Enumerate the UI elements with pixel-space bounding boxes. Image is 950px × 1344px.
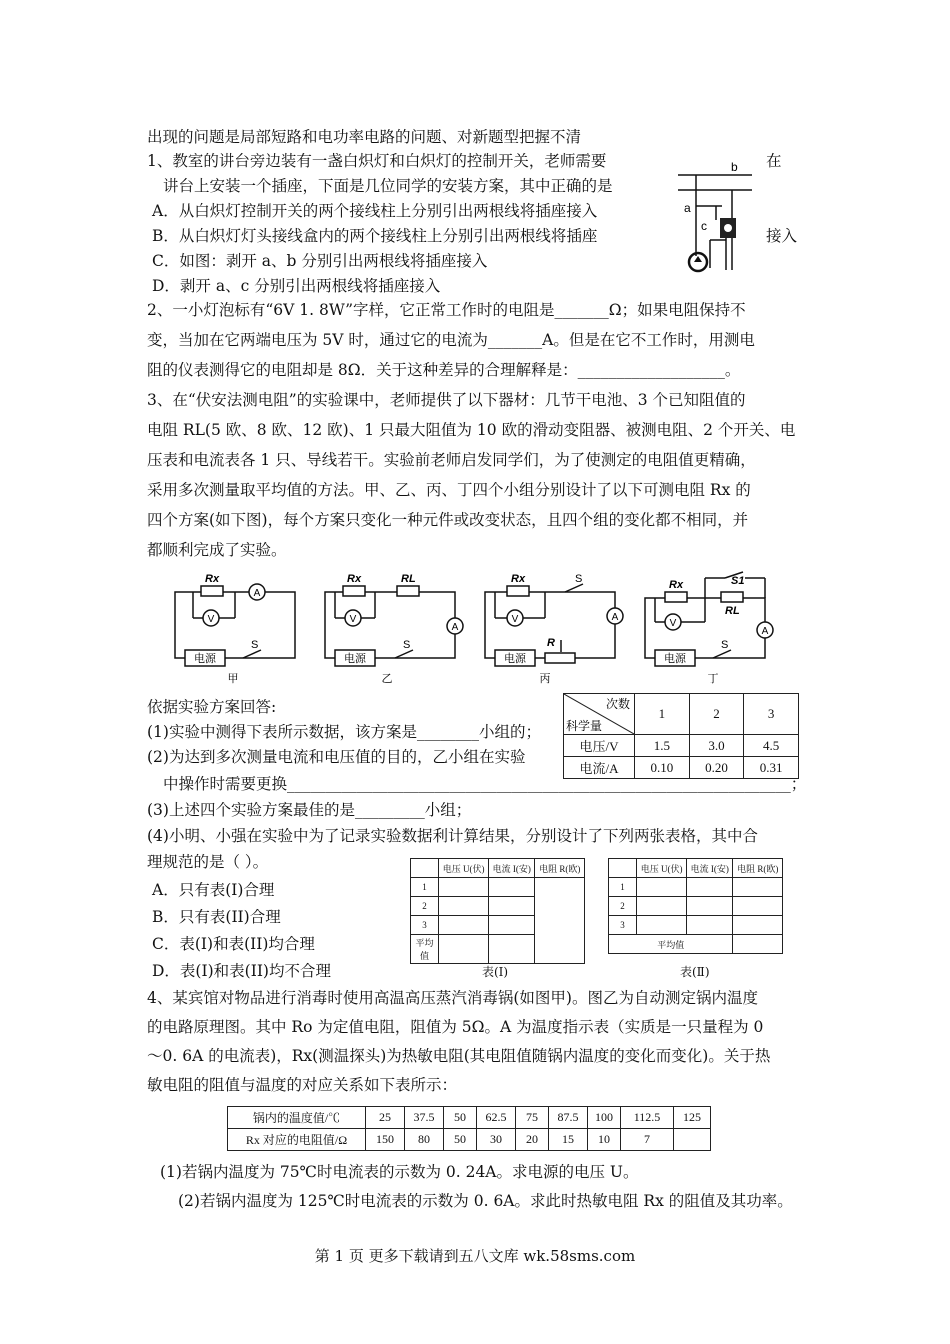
- rl-label: RL: [401, 573, 416, 585]
- col-header: 1: [635, 694, 690, 735]
- cell: 50: [444, 1129, 477, 1151]
- cell: 125: [674, 1107, 711, 1129]
- source-label: 电源: [664, 653, 686, 665]
- q3-part-2a: (2)为达到多次测量电流和电压值的目的，乙小组在实验: [147, 748, 526, 766]
- rl-label: RL: [725, 605, 740, 617]
- col-header: 2: [689, 694, 744, 735]
- col-header: 3: [744, 694, 799, 735]
- q1-stem-2: 讲台上安装一个插座，下面是几位同学的安装方案，其中正确的是: [163, 177, 613, 195]
- source-label: 电源: [344, 653, 366, 665]
- q4-line-3: ～0. 6A 的电流表)，Rx(测温探头)为热敏电阻(其电阻值随锅内温度的变化而变化)。关于热: [147, 1047, 771, 1065]
- q2-line-1: 2、一小灯泡标有“6V 1. 8W”字样，它正常工作时的电阻是_______Ω；如果电阻保持不: [147, 301, 746, 319]
- q3-part-3: (3)上述四个实验方案最佳的是_________小组；: [147, 801, 472, 819]
- cell: 30: [477, 1129, 516, 1151]
- cell: 4.5: [744, 735, 799, 757]
- corner-bottom: 科学量: [566, 719, 603, 733]
- circuit-caption-ding: 丁: [707, 673, 719, 685]
- cell: 80: [405, 1129, 444, 1151]
- q4-line-2: 的电路原理图。其中 Ro 为定值电阻，阻值为 5Ω。A 为温度指示表（实质是一只量程为 0: [147, 1018, 764, 1036]
- corner-cell: [564, 694, 635, 735]
- a-text: A: [253, 588, 261, 599]
- row-num: 2: [411, 897, 439, 916]
- cell: [674, 1129, 711, 1151]
- q4-temperature-table: [227, 1106, 711, 1151]
- s-label: S: [575, 573, 583, 585]
- cell: 50: [444, 1107, 477, 1129]
- cell: 0.10: [635, 757, 690, 779]
- q1-option-b: B．从白炽灯灯头接线盒内的两个接线柱上分别引出两根线将插座: [152, 227, 598, 245]
- cell: 75: [516, 1107, 549, 1129]
- switch-icon: [724, 224, 732, 232]
- th: 电压 U(伏): [439, 859, 489, 878]
- q1-stem-1-tail: 在: [766, 152, 782, 170]
- cell: 37.5: [405, 1107, 444, 1129]
- label-a: a: [684, 201, 691, 215]
- row-num: 2: [609, 897, 637, 916]
- intro-line: 出现的问题是局部短路和电功率电路的问题、对新题型把握不清: [147, 128, 582, 146]
- q1-option-b-tail: 接入: [766, 227, 798, 245]
- q1-option-a: A．从白炽灯控制开关的两个接线柱上分别引出两根线将插座接入: [152, 202, 598, 220]
- q1-option-c: C．如图：剥开 a、b 分别引出两根线将插座接入: [152, 252, 488, 270]
- table-2-caption: 表(Ⅱ): [680, 965, 710, 979]
- rx-label: Rx: [669, 579, 684, 591]
- cell: 10: [588, 1129, 621, 1151]
- s-label: S: [721, 639, 729, 651]
- cell: 7: [621, 1129, 674, 1151]
- row-num: 平均值: [411, 935, 439, 964]
- circuit-caption-bing: 丙: [539, 673, 551, 685]
- page-footer: 第 1 页 更多下载请到五八文库 wk.58sms.com: [314, 1247, 636, 1265]
- th: 电压 U(伏): [637, 859, 687, 878]
- rx-label: Rx: [205, 573, 220, 585]
- label-b: b: [731, 160, 738, 174]
- cell: 25: [366, 1107, 405, 1129]
- q3-line-3: 压表和电流表各 1 只、导线若干。实验前老师启发同学们，为了使测定的电阻值更精确，: [147, 451, 756, 469]
- q3-part-4a: (4)小明、小强在实验中为了记录实验数据利计算结果，分别设计了下列两张表格，其中合: [147, 827, 758, 845]
- v-text: V: [669, 618, 677, 629]
- q3-circuits-figure: [165, 570, 785, 685]
- q3-line-1: 3、在“伏安法测电阻”的实验课中，老师提供了以下器材：几节干电池、3 个已知阻值的: [147, 391, 746, 409]
- cell: 20: [516, 1129, 549, 1151]
- q3-option-b: B．只有表(II)合理: [152, 908, 281, 926]
- table-1-caption: 表(Ⅰ): [482, 965, 509, 979]
- cell: 87.5: [549, 1107, 588, 1129]
- cell: 150: [366, 1129, 405, 1151]
- q4-sub-1: (1)若锅内温度为 75℃时电流表的示数为 0. 24A。求电源的电压 U。: [160, 1163, 639, 1181]
- row-label: 电压/V: [564, 735, 635, 757]
- record-table-2: [608, 858, 783, 954]
- cell: 0.31: [744, 757, 799, 779]
- th: 电阻 R(欧): [733, 859, 783, 878]
- q3-option-c: C．表(I)和表(II)均合理: [152, 935, 315, 953]
- avg-label: 平均值: [609, 935, 733, 954]
- q4-sub-2: (2)若锅内温度为 125℃时电流表的示数为 0. 6A。求此时热敏电阻 Rx 的阻值及其功率。: [178, 1192, 793, 1210]
- v-text: V: [349, 614, 357, 625]
- v-text: V: [207, 614, 215, 625]
- q4-line-1: 4、某宾馆对物品进行消毒时使用高温高压蒸汽消毒锅(如图甲)。图乙为自动测定锅内温度: [147, 989, 758, 1007]
- th: 电流 I(安): [489, 859, 535, 878]
- cell: 1.5: [635, 735, 690, 757]
- q2-line-2: 变，当加在它两端电压为 5V 时，通过它的电流为_______A。但是在它不工作时，用测电: [147, 331, 755, 349]
- cell: 15: [549, 1129, 588, 1151]
- s1-label: S1: [731, 575, 745, 587]
- source-label: 电源: [504, 653, 526, 665]
- q1-stem-1: 1、教室的讲台旁边装有一盏白炽灯和白炽灯的控制开关，老师需要: [147, 152, 607, 170]
- q4-line-4: 敏电阻的阻值与温度的对应关系如下表所示：: [147, 1076, 458, 1094]
- q3-option-a: A．只有表(I)合理: [152, 881, 275, 899]
- cell: 3.0: [689, 735, 744, 757]
- row-num: 3: [411, 916, 439, 935]
- source-label: 电源: [194, 653, 216, 665]
- cell: 112.5: [621, 1107, 674, 1129]
- q1-wiring-figure: [672, 158, 758, 286]
- s-label: S: [403, 639, 411, 651]
- q3-option-d: D．表(I)和表(II)均不合理: [152, 962, 331, 980]
- row-label: 锅内的温度值/℃: [228, 1107, 366, 1129]
- q3-part-2b: 中操作时需要更换_________________________________________________________________；: [163, 775, 807, 793]
- cell: 62.5: [477, 1107, 516, 1129]
- q3-answer-intro: 依据实验方案回答:: [147, 698, 277, 716]
- q3-data-table: [563, 693, 799, 779]
- q3-part-1: (1)实验中测得下表所示数据，该方案是________小组的；: [147, 723, 541, 741]
- corner-top: 次数: [605, 697, 630, 711]
- cell: 0.20: [689, 757, 744, 779]
- a-text: A: [761, 626, 769, 637]
- record-table-1: [410, 858, 585, 964]
- q1-option-d: D．剥开 a、c 分别引出两根线将插座接入: [152, 277, 441, 295]
- th: 电阻 R(欧): [535, 859, 585, 878]
- cell: 100: [588, 1107, 621, 1129]
- rx-label: Rx: [511, 573, 526, 585]
- th: 电流 I(安): [687, 859, 733, 878]
- row-label: 电流/A: [564, 757, 635, 779]
- label-c: c: [701, 219, 707, 233]
- r-label: R: [547, 637, 555, 649]
- a-text: A: [611, 612, 619, 623]
- q3-line-4: 采用多次测量取平均值的方法。甲、乙、丙、丁四个小组分别设计了以下可测电阻 Rx 的: [147, 481, 751, 499]
- row-num: 1: [411, 878, 439, 897]
- row-num: 3: [609, 916, 637, 935]
- s-label: S: [251, 639, 259, 651]
- circuit-caption-yi: 乙: [381, 673, 393, 685]
- q2-line-3: 阻的仪表测得它的电阻却是 8Ω．关于这种差异的合理解释是：___________________。: [147, 361, 741, 379]
- q3-part-4b: 理规范的是（ ）。: [147, 853, 269, 871]
- rx-label: Rx: [347, 573, 362, 585]
- q3-line-6: 都顺利完成了实验。: [147, 541, 287, 559]
- row-label: Rx 对应的电阻值/Ω: [228, 1129, 366, 1151]
- q3-line-5: 四个方案(如下图)，每个方案只变化一种元件或改变状态，且四个组的变化都不相同，并: [147, 511, 749, 529]
- circuit-caption-jia: 甲: [227, 673, 239, 685]
- a-text: A: [451, 622, 459, 633]
- row-num: 1: [609, 878, 637, 897]
- v-text: V: [511, 614, 519, 625]
- q3-line-2: 电阻 RL(5 欧、8 欧、12 欧)、1 只最大阻值为 10 欧的滑动变阻器、被测电阻、2 个开关、电: [147, 421, 796, 439]
